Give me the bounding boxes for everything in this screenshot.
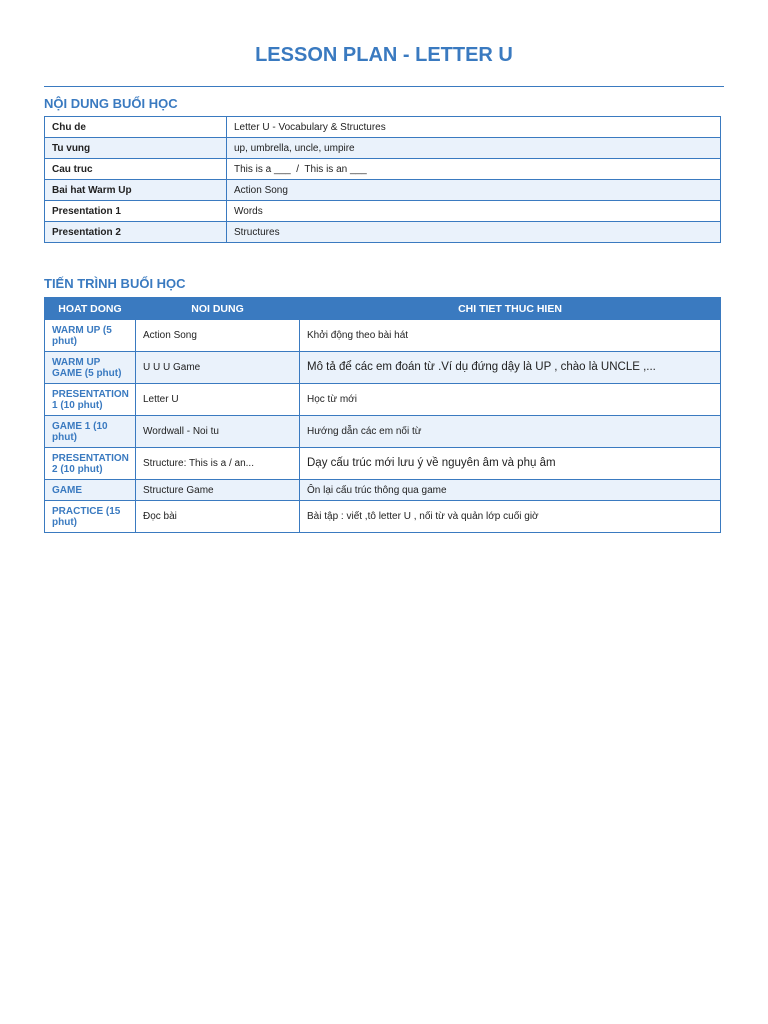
activity-cell: WARM UP GAME (5 phut) xyxy=(45,352,136,384)
lesson-process-table xyxy=(44,297,721,533)
table-row xyxy=(45,416,721,448)
activity-cell: PRACTICE (15 phut) xyxy=(45,501,136,533)
table-header-row xyxy=(45,298,721,320)
table-row xyxy=(45,117,721,138)
info-key: Presentation 1 xyxy=(45,201,227,222)
table-row xyxy=(45,384,721,416)
column-header-content: NOI DUNG xyxy=(136,298,300,320)
content-cell: Letter U xyxy=(136,384,300,416)
info-value: Action Song xyxy=(227,180,721,201)
column-header-detail: CHI TIET THUC HIEN xyxy=(300,298,721,320)
detail-cell: Bài tập : viết ,tô letter U , nối từ và quản lớp cuối giờ xyxy=(300,501,721,533)
activity-cell: GAME xyxy=(45,480,136,501)
info-value: up, umbrella, uncle, umpire xyxy=(227,138,721,159)
table-row xyxy=(45,320,721,352)
table-row xyxy=(45,448,721,480)
title-divider xyxy=(44,86,724,87)
activity-cell: PRESENTATION 2 (10 phut) xyxy=(45,448,136,480)
lesson-info-table xyxy=(44,116,721,243)
content-cell: U U U Game xyxy=(136,352,300,384)
table-row xyxy=(45,159,721,180)
table-row xyxy=(45,201,721,222)
info-value: Structures xyxy=(227,222,721,243)
table-row xyxy=(45,138,721,159)
info-key: Cau truc xyxy=(45,159,227,180)
table-row xyxy=(45,222,721,243)
table-row xyxy=(45,501,721,533)
activity-cell: PRESENTATION 1 (10 phut) xyxy=(45,384,136,416)
detail-cell: Hướng dẫn các em nối từ xyxy=(300,416,721,448)
content-cell: Wordwall - Noi tu xyxy=(136,416,300,448)
section-title-content: NỘI DUNG BUỔI HỌC xyxy=(44,96,178,111)
section-title-process: TIẾN TRÌNH BUỔI HỌC xyxy=(44,276,186,291)
page-title: LESSON PLAN - LETTER U xyxy=(255,44,513,66)
detail-cell: Học từ mới xyxy=(300,384,721,416)
content-cell: Action Song xyxy=(136,320,300,352)
table-row xyxy=(45,480,721,501)
table-row xyxy=(45,352,721,384)
info-key: Presentation 2 xyxy=(45,222,227,243)
lesson-plan-page xyxy=(44,0,724,533)
detail-cell: Khởi động theo bài hát xyxy=(300,320,721,352)
info-key: Chu de xyxy=(45,117,227,138)
content-cell: Đọc bài xyxy=(136,501,300,533)
detail-cell: Mô tả để các em đoán từ .Ví dụ đứng dậy là UP , chào là UNCLE ,... xyxy=(300,352,721,384)
info-value: Words xyxy=(227,201,721,222)
info-value: Letter U - Vocabulary & Structures xyxy=(227,117,721,138)
activity-cell: GAME 1 (10 phut) xyxy=(45,416,136,448)
detail-cell: Ôn lại cấu trúc thông qua game xyxy=(300,480,721,501)
info-key: Bai hat Warm Up xyxy=(45,180,227,201)
column-header-activity: HOAT DONG xyxy=(45,298,136,320)
activity-cell: WARM UP (5 phut) xyxy=(45,320,136,352)
content-cell: Structure Game xyxy=(136,480,300,501)
content-cell: Structure: This is a / an... xyxy=(136,448,300,480)
info-key: Tu vung xyxy=(45,138,227,159)
table-row xyxy=(45,180,721,201)
detail-cell: Dạy cấu trúc mới lưu ý về nguyên âm và phụ âm xyxy=(300,448,721,480)
info-value: This is a ___ / This is an ___ xyxy=(227,159,721,180)
